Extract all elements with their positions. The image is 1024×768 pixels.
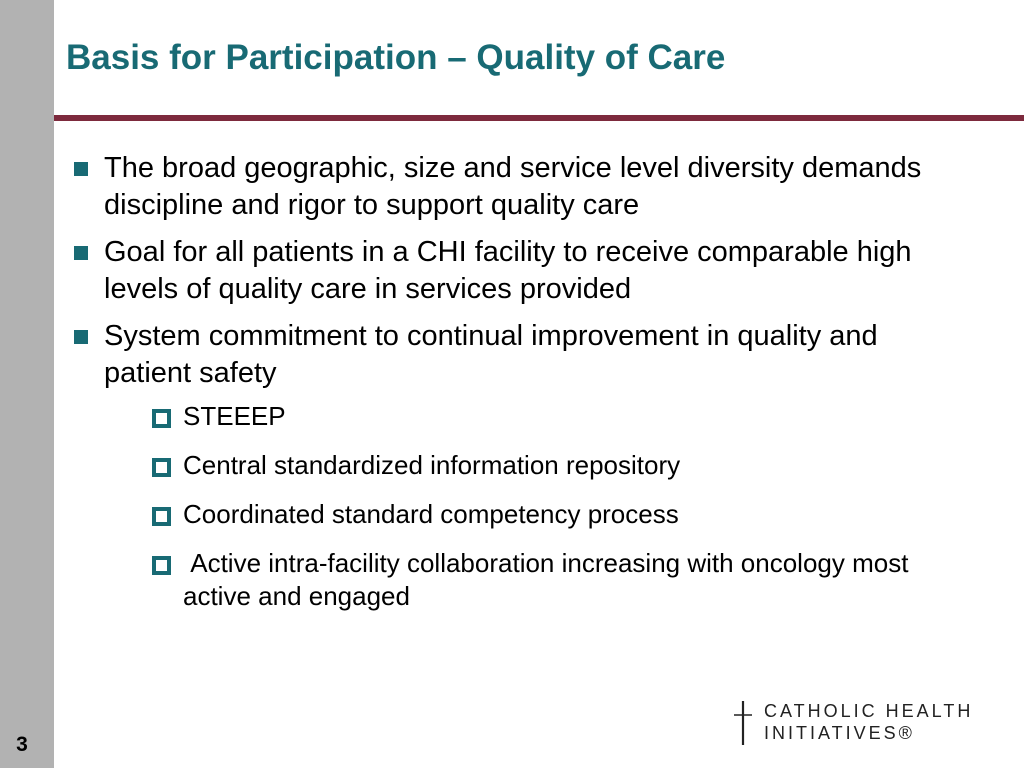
- square-bullet-icon: [74, 162, 88, 176]
- left-sidebar-bar: [0, 0, 54, 768]
- title-divider: [54, 115, 1024, 121]
- square-bullet-icon: [74, 246, 88, 260]
- bullet-text: Goal for all patients in a CHI facility to receive comparable high levels of quality care in services provided: [104, 236, 912, 305]
- slide-title: Basis for Participation – Quality of Care: [66, 38, 726, 77]
- bullet-item: [70, 150, 970, 224]
- sub-bullet-text: Active intra-facility collaboration increasing with oncology most active and engaged: [183, 548, 916, 611]
- sub-bullet-item: [149, 547, 970, 613]
- logo-text-line1: CATHOLIC HEALTH: [764, 701, 974, 721]
- sub-bullet-item: [149, 400, 970, 433]
- sub-bullet-text: Central standardized information repository: [183, 450, 681, 480]
- bullet-text: System commitment to continual improvement in quality and patient safety: [104, 320, 878, 389]
- bullet-text: The broad geographic, size and service level diversity demands discipline and rigor to support quality care: [104, 152, 922, 221]
- logo-text-line2: INITIATIVES®: [764, 723, 915, 743]
- bullet-item: [70, 318, 970, 613]
- sub-bullet-text: STEEEP: [183, 401, 286, 431]
- hollow-square-bullet-icon: [152, 458, 171, 477]
- page-number: 3: [16, 733, 28, 756]
- chi-logo: [732, 700, 1012, 750]
- sub-bullet-item: [149, 498, 970, 531]
- sub-bullet-text: Coordinated standard competency process: [183, 499, 679, 529]
- bullet-item: [70, 234, 970, 308]
- hollow-square-bullet-icon: [152, 556, 171, 575]
- sub-bullet-list: [104, 400, 970, 613]
- square-bullet-icon: [74, 330, 88, 344]
- hollow-square-bullet-icon: [152, 409, 171, 428]
- hollow-square-bullet-icon: [152, 507, 171, 526]
- sub-bullet-item: [149, 449, 970, 482]
- bullet-list: [70, 150, 970, 629]
- cross-icon: [732, 700, 754, 746]
